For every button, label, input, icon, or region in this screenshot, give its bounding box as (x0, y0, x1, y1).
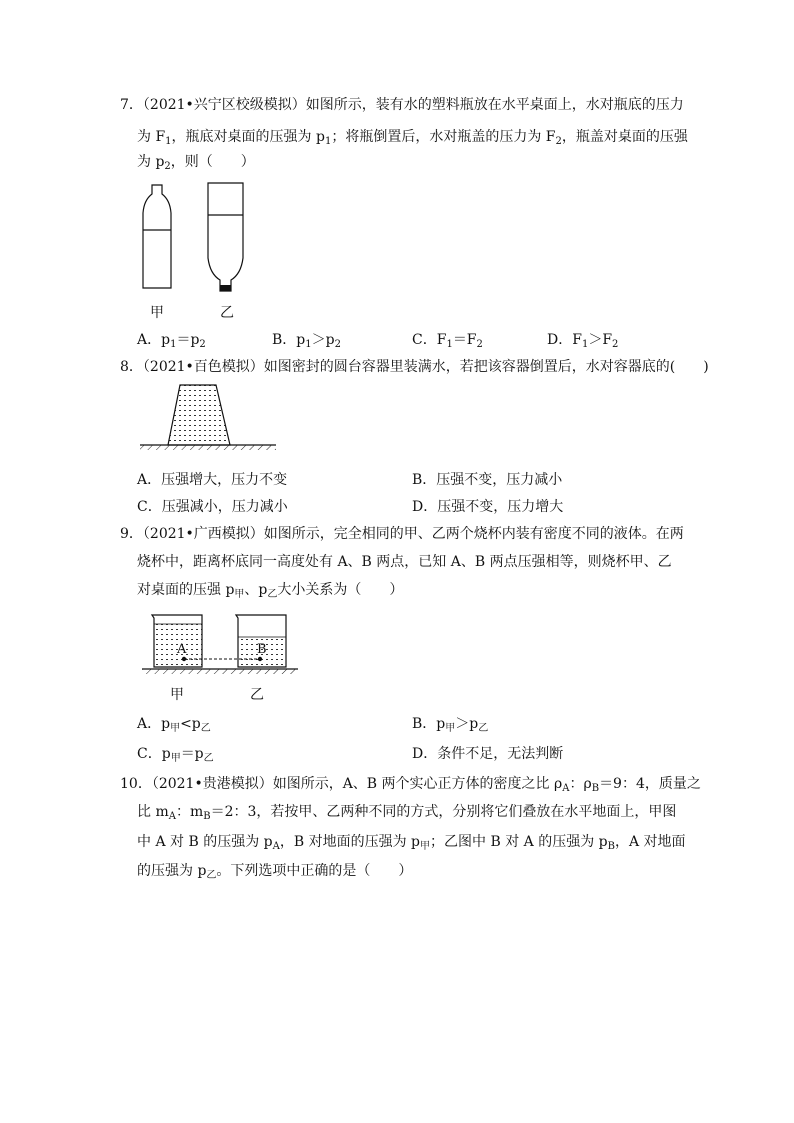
q7-stem-line3 (137, 152, 255, 172)
ground-hatch (140, 445, 276, 450)
option-text: A．p (137, 332, 171, 348)
inverted-bottle (208, 183, 243, 291)
q7-text: 为 p (137, 154, 165, 170)
q10-stem-line3 (137, 832, 686, 852)
q10-sub: 甲 (420, 841, 431, 852)
q9-option-d[interactable]: D．条件不足，无法判断 (412, 746, 564, 762)
q8-option-a[interactable]: A．压强增大，压力不变 (137, 472, 288, 488)
q8-stem: 8．（2021•百色模拟）如图密封的圆台容器里装满水，若把该容器倒置后，水对容器底的( ) (120, 359, 709, 375)
option-sub: 甲 (445, 723, 456, 734)
q9-point-a-label: A (177, 642, 187, 657)
q7-fig-label-yi: 乙 (220, 305, 234, 321)
q7-text: ，则（ ） (170, 154, 255, 170)
q10-text: ：ρ (569, 776, 592, 792)
q9-point-b-label: B (257, 642, 267, 657)
q8-figure-frustum (138, 383, 278, 453)
option-sub: 2 (199, 339, 206, 350)
q10-sub: A (168, 811, 176, 822)
q7-sub: 1 (165, 136, 172, 147)
option-sub: 乙 (200, 723, 211, 734)
ground-hatch (142, 669, 298, 674)
q7-text: ，瓶盖对桌面的压强 (561, 129, 688, 145)
q10-text: 比 m (137, 804, 169, 820)
q9-option-c[interactable] (137, 744, 214, 764)
point-a-dot (182, 657, 186, 661)
q10-text: 的压强为 p (137, 863, 207, 879)
point-b-dot (258, 657, 262, 661)
q10-sub: 乙 (206, 870, 217, 881)
bottle-cap (220, 285, 231, 291)
q10-text: ，A 对地面 (615, 834, 686, 850)
option-text: ＝p (176, 332, 200, 348)
upright-bottle (143, 185, 171, 288)
q9-text: 对桌面的压强 p (137, 582, 235, 598)
q9-stem-line2: 烧杯中，距离杯底同一高度处有 A、B 两点，已知 A、B 两点压强相等，则烧杯甲、乙 (137, 554, 672, 570)
q10-sub: B (591, 783, 600, 794)
q10-text: ：m (175, 804, 204, 820)
q9-option-a[interactable] (137, 714, 211, 734)
option-sub: 2 (612, 339, 619, 350)
q9-stem-line1: 9．（2021•广西模拟）如图所示，完全相同的甲、乙两个烧杯内装有密度不同的液体。在两 (120, 526, 684, 542)
q10-text: ，B 对地面的压强为 p (279, 834, 421, 850)
q9-figure-beakers (140, 612, 300, 682)
option-text: ＞F (588, 332, 613, 348)
option-sub: 1 (446, 339, 453, 350)
option-text: ＝F (452, 332, 477, 348)
q7-stem-line1-text: 7．（2021•兴宁区校级模拟）如图所示，装有水的塑料瓶放在水平桌面上，水对瓶底的压力 (120, 97, 684, 113)
q10-sub: A (272, 841, 280, 852)
option-text: ＝p (180, 746, 204, 762)
q7-text: 为 F (137, 129, 166, 145)
option-sub: 甲 (170, 723, 181, 734)
q10-text: ＝9：4，质量之 (599, 776, 701, 792)
option-text: B．p (412, 716, 446, 732)
q10-text: 10．（2021•贵港模拟）如图所示，A、B 两个实心正方体的密度之比 ρ (120, 776, 563, 792)
q7-sub: 2 (555, 136, 562, 147)
option-sub: 乙 (203, 753, 214, 764)
q7-option-b[interactable] (272, 330, 341, 350)
q7-sub: 1 (324, 136, 332, 147)
option-sub: 1 (305, 339, 312, 350)
q7-stem-line2 (137, 127, 688, 147)
q7-figure-bottles (135, 178, 255, 303)
option-text: B．p (272, 332, 306, 348)
q10-sub: B (607, 841, 615, 852)
option-sub: 乙 (478, 723, 489, 734)
q7-sub: 2 (164, 161, 171, 172)
option-sub: 2 (476, 339, 483, 350)
q9-option-b[interactable] (412, 714, 488, 734)
q10-sub: A (562, 783, 570, 794)
q7-fig-label-jia: 甲 (150, 305, 164, 321)
q9-text: 、p (244, 582, 268, 598)
option-text: ＞p (311, 332, 335, 348)
q9-stem-line3 (137, 580, 403, 600)
option-text: C．F (412, 332, 447, 348)
q8-option-c[interactable]: C．压强减小，压力减小 (137, 499, 288, 515)
q7-text: ；将瓶倒置后，水对瓶盖的压力为 F (331, 129, 556, 145)
q10-text: 中 A 对 B 的压强为 p (137, 834, 273, 850)
option-text: <p (180, 716, 201, 732)
q8-option-d[interactable]: D．压强不变，压力增大 (412, 499, 564, 515)
q10-stem-line4 (137, 861, 412, 881)
frustum-container (168, 385, 230, 445)
q7-option-d[interactable] (547, 330, 618, 350)
q10-text: ＝2：3，若按甲、乙两种不同的方式，分别将它们叠放在水平地面上，甲图 (210, 804, 677, 820)
q10-text: ；乙图中 B 对 A 的压强为 p (430, 834, 608, 850)
q10-sub: B (203, 811, 211, 822)
option-text: ＞p (455, 716, 479, 732)
q10-stem-line1 (120, 774, 701, 794)
q9-sub: 乙 (267, 589, 278, 600)
option-sub: 2 (334, 339, 341, 350)
q9-sub: 甲 (234, 589, 245, 600)
q9-fig-label-yi: 乙 (250, 687, 264, 703)
option-text: C．p (137, 746, 171, 762)
q7-option-c[interactable] (412, 330, 483, 350)
q7-option-a[interactable] (137, 330, 206, 350)
option-sub: 1 (581, 339, 589, 350)
option-sub: 1 (170, 339, 177, 350)
q9-text: 大小关系为（ ） (277, 582, 404, 598)
option-sub: 甲 (170, 753, 181, 764)
option-text: A．p (137, 716, 171, 732)
q7-text: ，瓶底对桌面的压强为 p (171, 129, 325, 145)
q7-stem-line1 (120, 95, 684, 115)
q8-option-b[interactable]: B．压强不变，压力减小 (412, 472, 563, 488)
option-text: D．F (547, 332, 582, 348)
q10-stem-line2 (137, 802, 676, 822)
q10-text: 。下列选项中正确的是（ ） (216, 863, 413, 879)
q9-fig-label-jia: 甲 (170, 687, 184, 703)
